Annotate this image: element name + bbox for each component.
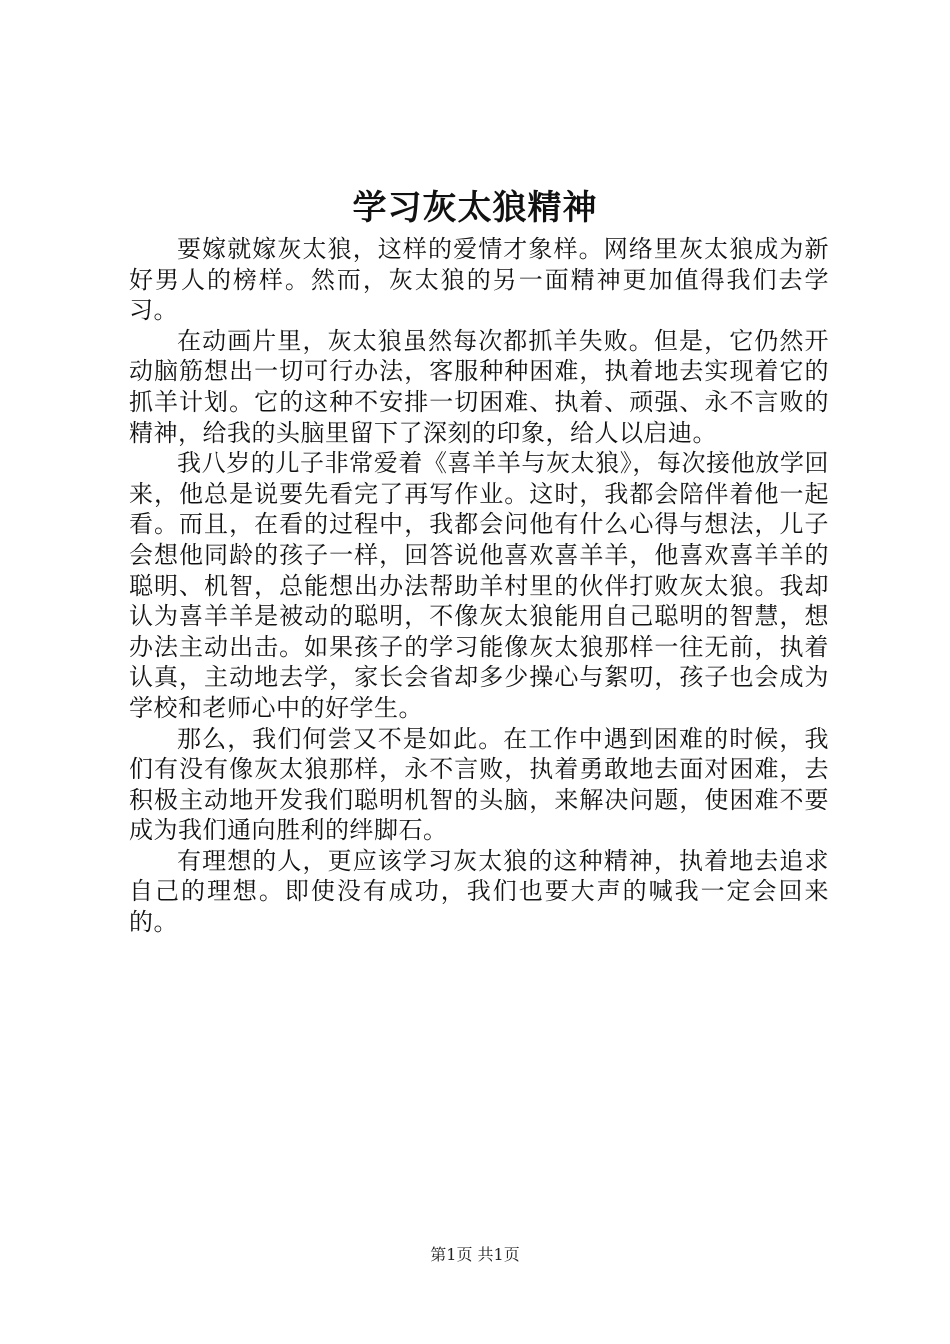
paragraph-2: 在动画片里，灰太狼虽然每次都抓羊失败。但是，它仍然开动脑筋想出一切可行办法，客服种种困难，执着地去实现着它的抓羊计划。它的这种不安排一切困难、执着、顽强、永不言败的精神，给我的头脑里留下了深刻的印象，给人以启迪。 [129,326,829,447]
page-number-footer: 第1页 共1页 [430,1245,520,1264]
paragraph-1: 要嫁就嫁灰太狼，这样的爱情才象样。网络里灰太狼成为新好男人的榜样。然而，灰太狼的另一面精神更加值得我们去学习。 [129,235,829,325]
document-body [129,234,829,938]
paragraph-5: 有理想的人，更应该学习灰太狼的这种精神，执着地去追求自己的理想。即使没有成功，我们也要大声的喊我一定会回来的。 [129,846,829,937]
paragraph-4: 那么，我们何尝又不是如此。在工作中遇到困难的时候，我们有没有像灰太狼那样，永不言败，执着勇敢地去面对困难，去积极主动地开发我们聪明机智的头脑，来解决问题，使困难不要成为我们通向胜利的绊脚石。 [129,724,829,845]
document-title: 学习灰太狼精神 [352,188,598,228]
paragraph-3: 我八岁的儿子非常爱着《喜羊羊与灰太狼》，每次接他放学回来，他总是说要先看完了再写作业。这时，我都会陪伴着他一起看。而且，在看的过程中，我都会问他有什么心得与想法，儿子会想他同龄的孩子一样，回答说他喜欢喜羊羊，他喜欢喜羊羊的聪明、机智，总能想出办法帮助羊村里的伙伴打败灰太狼。我却认为喜羊羊是被动的聪明，不像灰太狼能用自己聪明的智慧，想办法主动出击。如果孩子的学习能像灰太狼那样一往无前，执着认真，主动地去学，家长会省却多少操心与絮叨，孩子也会成为学校和老师心中的好学生。 [129,449,829,722]
